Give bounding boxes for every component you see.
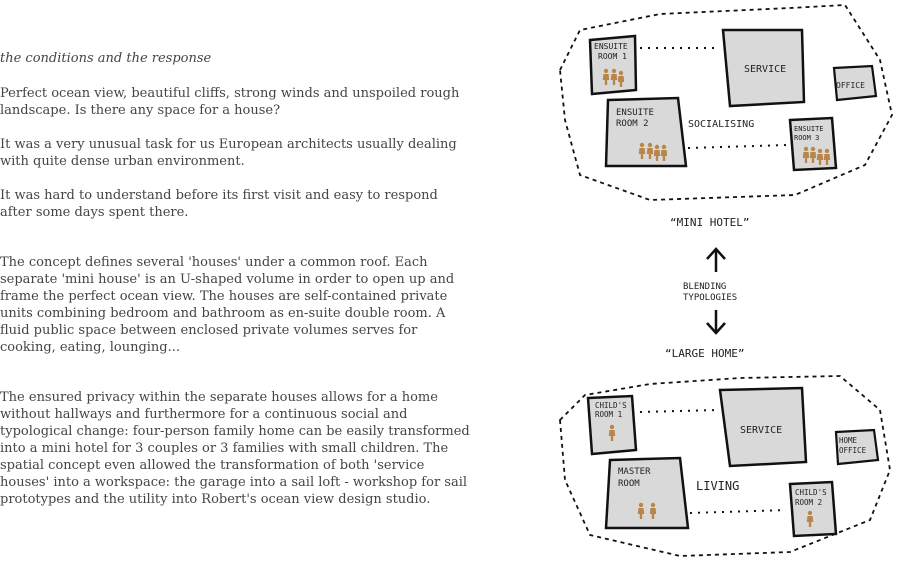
home-office-volume (836, 430, 878, 464)
office-volume (834, 66, 876, 100)
large-home-plan (560, 376, 890, 556)
master-room-label: MASTER (618, 467, 651, 477)
guest-couple-icon (603, 69, 624, 87)
paragraph-1: Perfect ocean view, beautiful cliffs, strong winds and unspoiled rough landscape. Is there any space for a house? (0, 86, 460, 118)
socialising-label: SOCIALISING (688, 119, 755, 130)
ensuite-room-2-number: ROOM 2 (616, 119, 649, 129)
ensuite-room-2-label: ENSUITE (616, 108, 654, 118)
section-heading: the conditions and the response (0, 51, 212, 66)
childs-room-2-label: CHILD'S (795, 488, 827, 497)
ensuite-room-1-label: ENSUITE (594, 42, 628, 51)
ensuite-room-3-number: ROOM 3 (794, 134, 820, 142)
blending-typologies-diagram (540, 0, 900, 564)
office-label: OFFICE (836, 81, 865, 90)
master-room (606, 458, 688, 528)
childs-room-1-label: CHILD'S (595, 401, 627, 410)
ensuite-room-2 (606, 98, 686, 166)
service-label-bottom: SERVICE (740, 425, 783, 436)
childs-room-2 (790, 482, 836, 536)
typologies-label: TYPOLOGIES (683, 293, 738, 303)
ensuite-room-1 (590, 36, 636, 94)
childs-room-1 (588, 396, 636, 454)
sightline-bottom-2 (690, 510, 786, 513)
sightline-bottom-1 (640, 410, 718, 412)
paragraph-2: It was a very unusual task for us European architects usually dealing with quite dense urban environment. (0, 137, 457, 169)
home-office-label: HOME (839, 436, 858, 445)
ensuite-room-1-number: ROOM 1 (598, 52, 627, 61)
living-label: LIVING (696, 479, 740, 493)
large-home-title: “LARGE HOME” (665, 347, 745, 360)
blending-label: BLENDING (683, 282, 727, 292)
paragraph-5: The ensured privacy within the separate houses allows for a home without hallways and furthermore for a continuous social and typological change: four-person family home can be easily transformed into a mini hotel for 3 couples or 3 families with small children. The spatial concept even allowed the transformation of both 'service houses' into a workspace: the garage into a sail loft - workshop for sail prototypes and the utility into Robert's ocean view design studio. (0, 390, 470, 507)
mini-hotel-plan (560, 5, 892, 200)
home-office-label-2: OFFICE (839, 446, 867, 455)
service-volume-top (723, 30, 804, 106)
arrow-down-icon (707, 310, 725, 333)
service-label-top: SERVICE (744, 64, 787, 75)
text-column (0, 50, 470, 508)
service-volume-bottom (720, 388, 806, 466)
mini-hotel-title: “MINI HOTEL” (670, 216, 750, 229)
childs-room-2-number: ROOM 2 (795, 498, 823, 507)
paragraph-4: The concept defines several 'houses' under a common roof. Each separate 'mini house' is an U-shaped volume in order to open up and frame the perfect ocean view. The houses are self-contained private units combining bedroom and bathroom as en-suite double room. A fluid public space between enclosed private volumes serves for cooking, eating, lounging... (0, 255, 455, 355)
sightline-top-2 (688, 145, 788, 148)
childs-room-1-number: ROOM 1 (595, 410, 623, 419)
ensuite-room-3 (790, 118, 836, 170)
paragraph-3: It was hard to understand before its first visit and easy to respond after some days spent there. (0, 188, 438, 220)
arrow-up-icon (707, 249, 725, 272)
ensuite-room-3-label: ENSUITE (794, 125, 824, 133)
master-room-label-2: ROOM (618, 479, 640, 489)
